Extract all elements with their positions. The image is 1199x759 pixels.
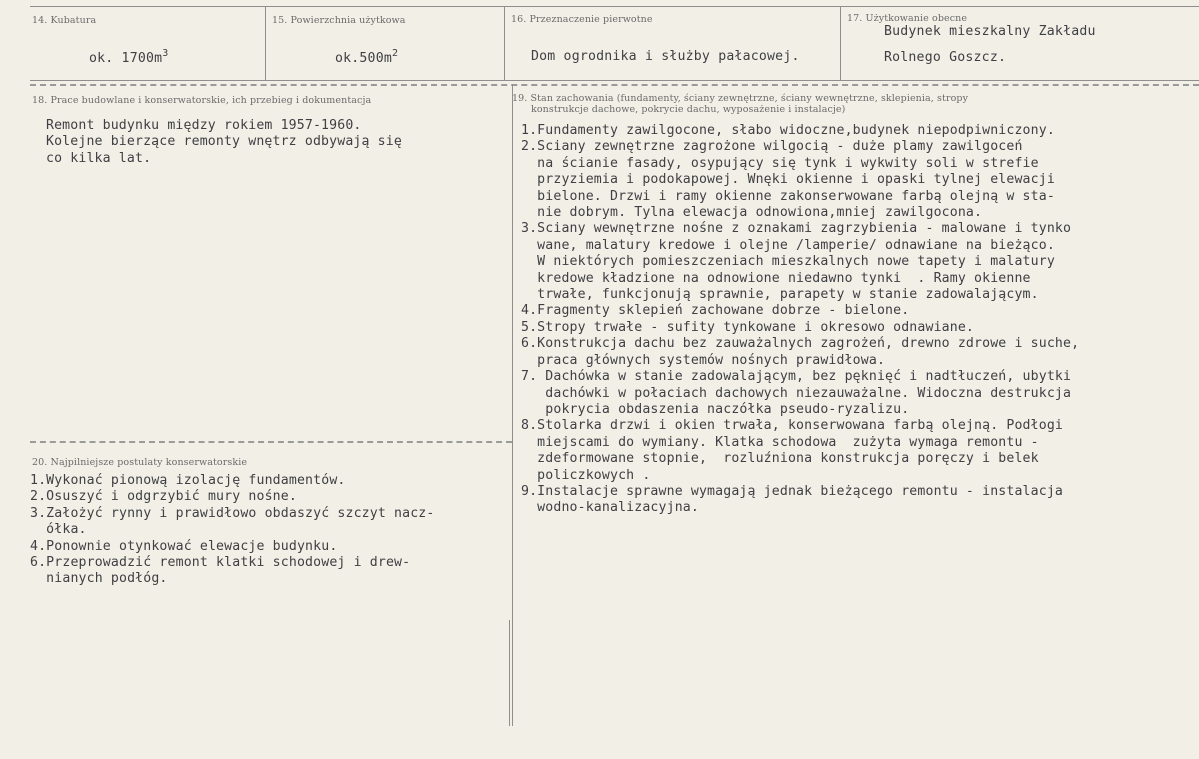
field-19-line: nie dobrym. Tylna elewacja odnowiona,mniej zawilgocona. bbox=[521, 205, 983, 221]
field-17-value-line-2: Rolnego Goszcz. bbox=[884, 50, 1007, 65]
field-16-value: Dom ogrodnika i służby pałacowej. bbox=[531, 49, 800, 64]
header-divider-dashed bbox=[30, 84, 1199, 86]
field-19-text bbox=[521, 123, 1079, 517]
field-19-line: praca głównych systemów nośnych prawidłowa. bbox=[521, 352, 886, 368]
field-19-label-line-1: 19. Stan zachowania (fundamenty, ściany zewnętrzne, ściany wewnętrzne, sklepienia, stropy bbox=[512, 93, 969, 104]
field-20-line: 4.Ponownie otynkować elewacje budynku. bbox=[30, 538, 338, 554]
field-19-line: trwałe, funkcjonują sprawnie, parapety w stanie zadowalającym. bbox=[521, 287, 1039, 303]
section-divider-20 bbox=[30, 441, 512, 443]
field-19-line: 2.Sciany zewnętrzne zagrożone wilgocią - duże plamy zawilgoceń bbox=[521, 139, 1023, 155]
field-18-line: Remont budynku między rokiem 1957-1960. bbox=[46, 118, 362, 133]
field-15-unit-sup: 2 bbox=[391, 48, 399, 59]
field-19-line: miejscami do wymiany. Klatka schodowa zużyta wymaga remontu - bbox=[521, 434, 1039, 450]
field-14-value-text: ok. 1700m bbox=[89, 51, 163, 66]
col-divider-15-16 bbox=[504, 6, 505, 80]
field-15-value-text: ok.500m bbox=[335, 51, 392, 66]
field-19-line: 4.Fragmenty sklepień zachowane dobrze - bielone. bbox=[521, 303, 910, 319]
field-19-line: 8.Stolarka drzwi i okien trwała, konserwowana farbą olejną. Podłogi bbox=[521, 418, 1063, 434]
top-border bbox=[30, 6, 1199, 7]
field-20-line: 6.Przeprowadzić remont klatki schodowej i drew- bbox=[30, 555, 411, 571]
main-col-divider-lower bbox=[509, 620, 510, 726]
field-19-line: wane, malatury kredowe i olejne /lamperie/ odnawiane na bieżąco. bbox=[521, 237, 1055, 253]
field-19-line: wodno-kanalizacyjna. bbox=[521, 500, 699, 516]
field-16-label: 16. Przeznaczenie pierwotne bbox=[511, 14, 653, 25]
field-19-line: policzkowych . bbox=[521, 467, 651, 483]
field-18-text bbox=[46, 118, 402, 167]
field-15-value bbox=[335, 48, 398, 66]
field-19-line: pokrycia obdaszenia naczółka pseudo-ryzalizu. bbox=[521, 401, 910, 417]
field-19-line: na ścianie fasady, osypujący się tynk i wykwity soli w strefie bbox=[521, 155, 1039, 171]
field-20-line: ółka. bbox=[30, 522, 87, 538]
field-20-line: nianych podłóg. bbox=[30, 571, 168, 587]
field-19-line: zdeformowane stopnie, rozluźniona konstrukcja poręczy i belek bbox=[521, 451, 1039, 467]
field-19-line: 5.Stropy trwałe - sufity tynkowane i okresowo odnawiane. bbox=[521, 319, 975, 335]
field-17-label: 17. Użytkowanie obecne bbox=[847, 13, 968, 24]
field-18-line: Kolejne bierzące remonty wnętrz odbywają się bbox=[46, 134, 402, 150]
field-19-line: W niektórych pomieszczeniach mieszkalnych nowe tapety i malatury bbox=[521, 254, 1055, 270]
field-20-label: 20. Najpilniejsze postulaty konserwatorskie bbox=[32, 457, 248, 468]
field-19-line: 3.Sciany wewnętrzne nośne z oznakami zagrzybienia - malowane i tynko bbox=[521, 221, 1072, 237]
field-18-label: 18. Prace budowlane i konserwatorskie, ich przebieg i dokumentacja bbox=[32, 95, 372, 106]
field-19-line: bielone. Drzwi i ramy okienne zakonserwowane farbą olejną w sta- bbox=[521, 188, 1055, 204]
field-20-line: 2.Osuszyć i odgrzybić mury nośne. bbox=[30, 489, 297, 505]
field-19-line: 7. Dachówka w stanie zadowalającym, bez pęknięć i nadtłuczeń, ubytki bbox=[521, 369, 1072, 385]
field-19-line: dachówki w połaciach dachowych niezauważalne. Widoczna destrukcja bbox=[521, 385, 1072, 401]
field-14-value bbox=[89, 48, 169, 66]
field-20-line: 3.Założyć rynny i prawidłowo obdaszyć szczyt nacz- bbox=[30, 505, 435, 521]
field-19-label-line-2: konstrukcje dachowe, pokrycie dachu, wyposażenie i instalacje) bbox=[531, 104, 846, 115]
field-19-line: 6.Konstrukcja dachu bez zauważalnych zagrożeń, drewno zdrowe i suche, bbox=[521, 336, 1080, 352]
field-19-line: 1.Fundamenty zawilgocone, słabo widoczne,budynek niepodpiwniczony. bbox=[521, 123, 1055, 138]
col-divider-16-17 bbox=[840, 6, 841, 80]
field-14-unit-sup: 3 bbox=[162, 48, 169, 59]
field-19-line: kredowe kładzione na odnowione niedawno tynki . Ramy okienne bbox=[521, 270, 1031, 286]
header-divider bbox=[30, 80, 1199, 81]
field-20-text bbox=[30, 473, 434, 588]
field-19-line: przyziemia i podokapowej. Wnęki okienne i opaski tylnej elewacji bbox=[521, 172, 1055, 188]
main-col-divider bbox=[512, 84, 513, 726]
field-20-line: 1.Wykonać pionową izolację fundamentów. bbox=[30, 473, 346, 488]
field-18-line: co kilka lat. bbox=[46, 150, 152, 166]
field-15-label: 15. Powierzchnia użytkowa bbox=[272, 15, 406, 26]
field-14-label: 14. Kubatura bbox=[32, 15, 97, 26]
col-divider-14-15 bbox=[265, 6, 266, 80]
field-17-value-line-1: Budynek mieszkalny Zakładu bbox=[884, 24, 1096, 39]
field-19-line: 9.Instalacje sprawne wymagają jednak bieżącego remontu - instalacja bbox=[521, 483, 1063, 499]
